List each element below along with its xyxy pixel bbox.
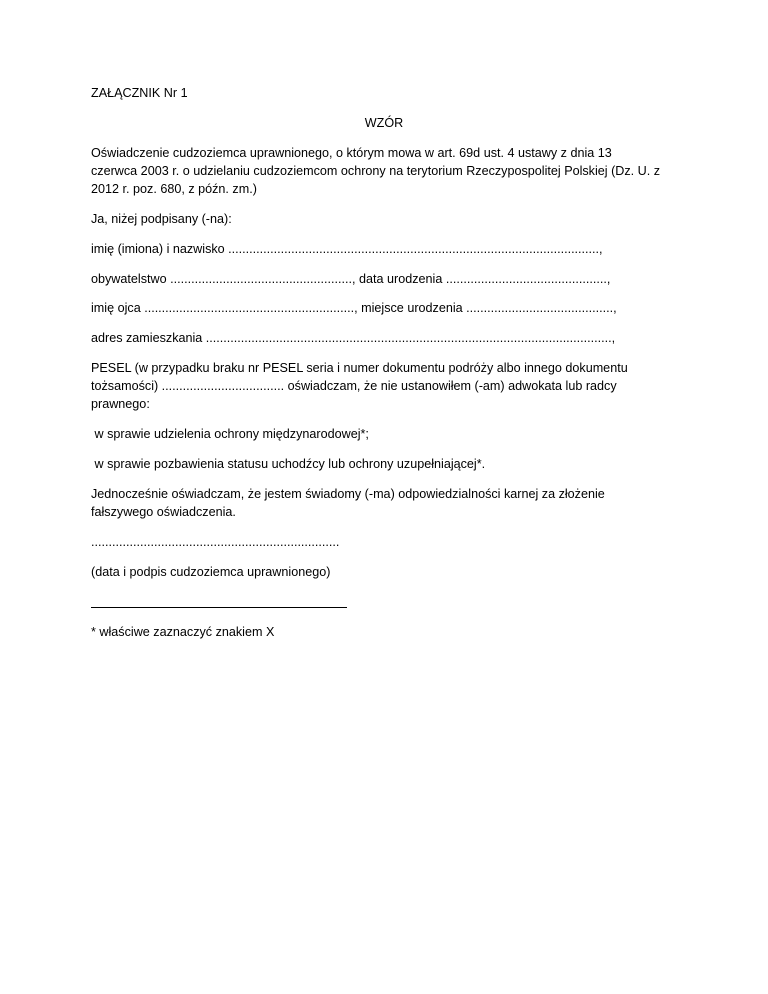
pesel-line: tożsamości) ................................... oświadczam, że nie ustanowiłem (-am) adwokata lub radcy	[91, 379, 617, 393]
option-status-deprivation: w sprawie pozbawienia statusu uchodźcy lub ochrony uzupełniającej*.	[91, 457, 486, 471]
citizenship-birthdate-field: obywatelstwo ...................................................., data urodzenia ..............................................,	[91, 272, 611, 286]
pesel-line: prawnego:	[91, 397, 150, 411]
father-birthplace-field: imię ojca ............................................................, miejsce urodzenia ..........................................,	[91, 301, 617, 315]
option-international-protection: w sprawie udzielenia ochrony międzynarodowej*;	[91, 427, 369, 441]
pesel-line: PESEL (w przypadku braku nr PESEL seria i numer dokumentu podróży albo innego dokumentu	[91, 361, 628, 375]
address-field: adres zamieszkania ....................................................................................................................,	[91, 331, 616, 345]
name-field: imię (imiona) i nazwisko ..........................................................................................................,	[91, 242, 603, 256]
undersigned-label: Ja, niżej podpisany (-na):	[91, 212, 232, 226]
document-title: WZÓR	[364, 116, 404, 130]
intro-line: czerwca 2003 r. o udzielaniu cudzoziemcom ochrony na terytorium Rzeczypospolitej Polskiej (Dz. U. z	[91, 164, 661, 178]
declaration-line: fałszywego oświadczenia.	[91, 505, 236, 519]
intro-line: Oświadczenie cudzoziemca uprawnionego, o którym mowa w art. 69d ust. 4 ustawy z dnia 13	[91, 146, 612, 160]
signature-dots: .......................................................................	[91, 535, 340, 549]
declaration-line: Jednocześnie oświadczam, że jestem świadomy (-ma) odpowiedzialności karnej za złożenie	[91, 487, 605, 501]
intro-line: 2012 r. poz. 680, z późn. zm.)	[91, 182, 257, 196]
signature-caption: (data i podpis cudzoziemca uprawnionego)	[91, 565, 331, 579]
footnote-separator	[91, 607, 347, 608]
footnote: * właściwe zaznaczyć znakiem X	[91, 625, 275, 639]
annex-label: ZAŁĄCZNIK Nr 1	[91, 86, 188, 100]
